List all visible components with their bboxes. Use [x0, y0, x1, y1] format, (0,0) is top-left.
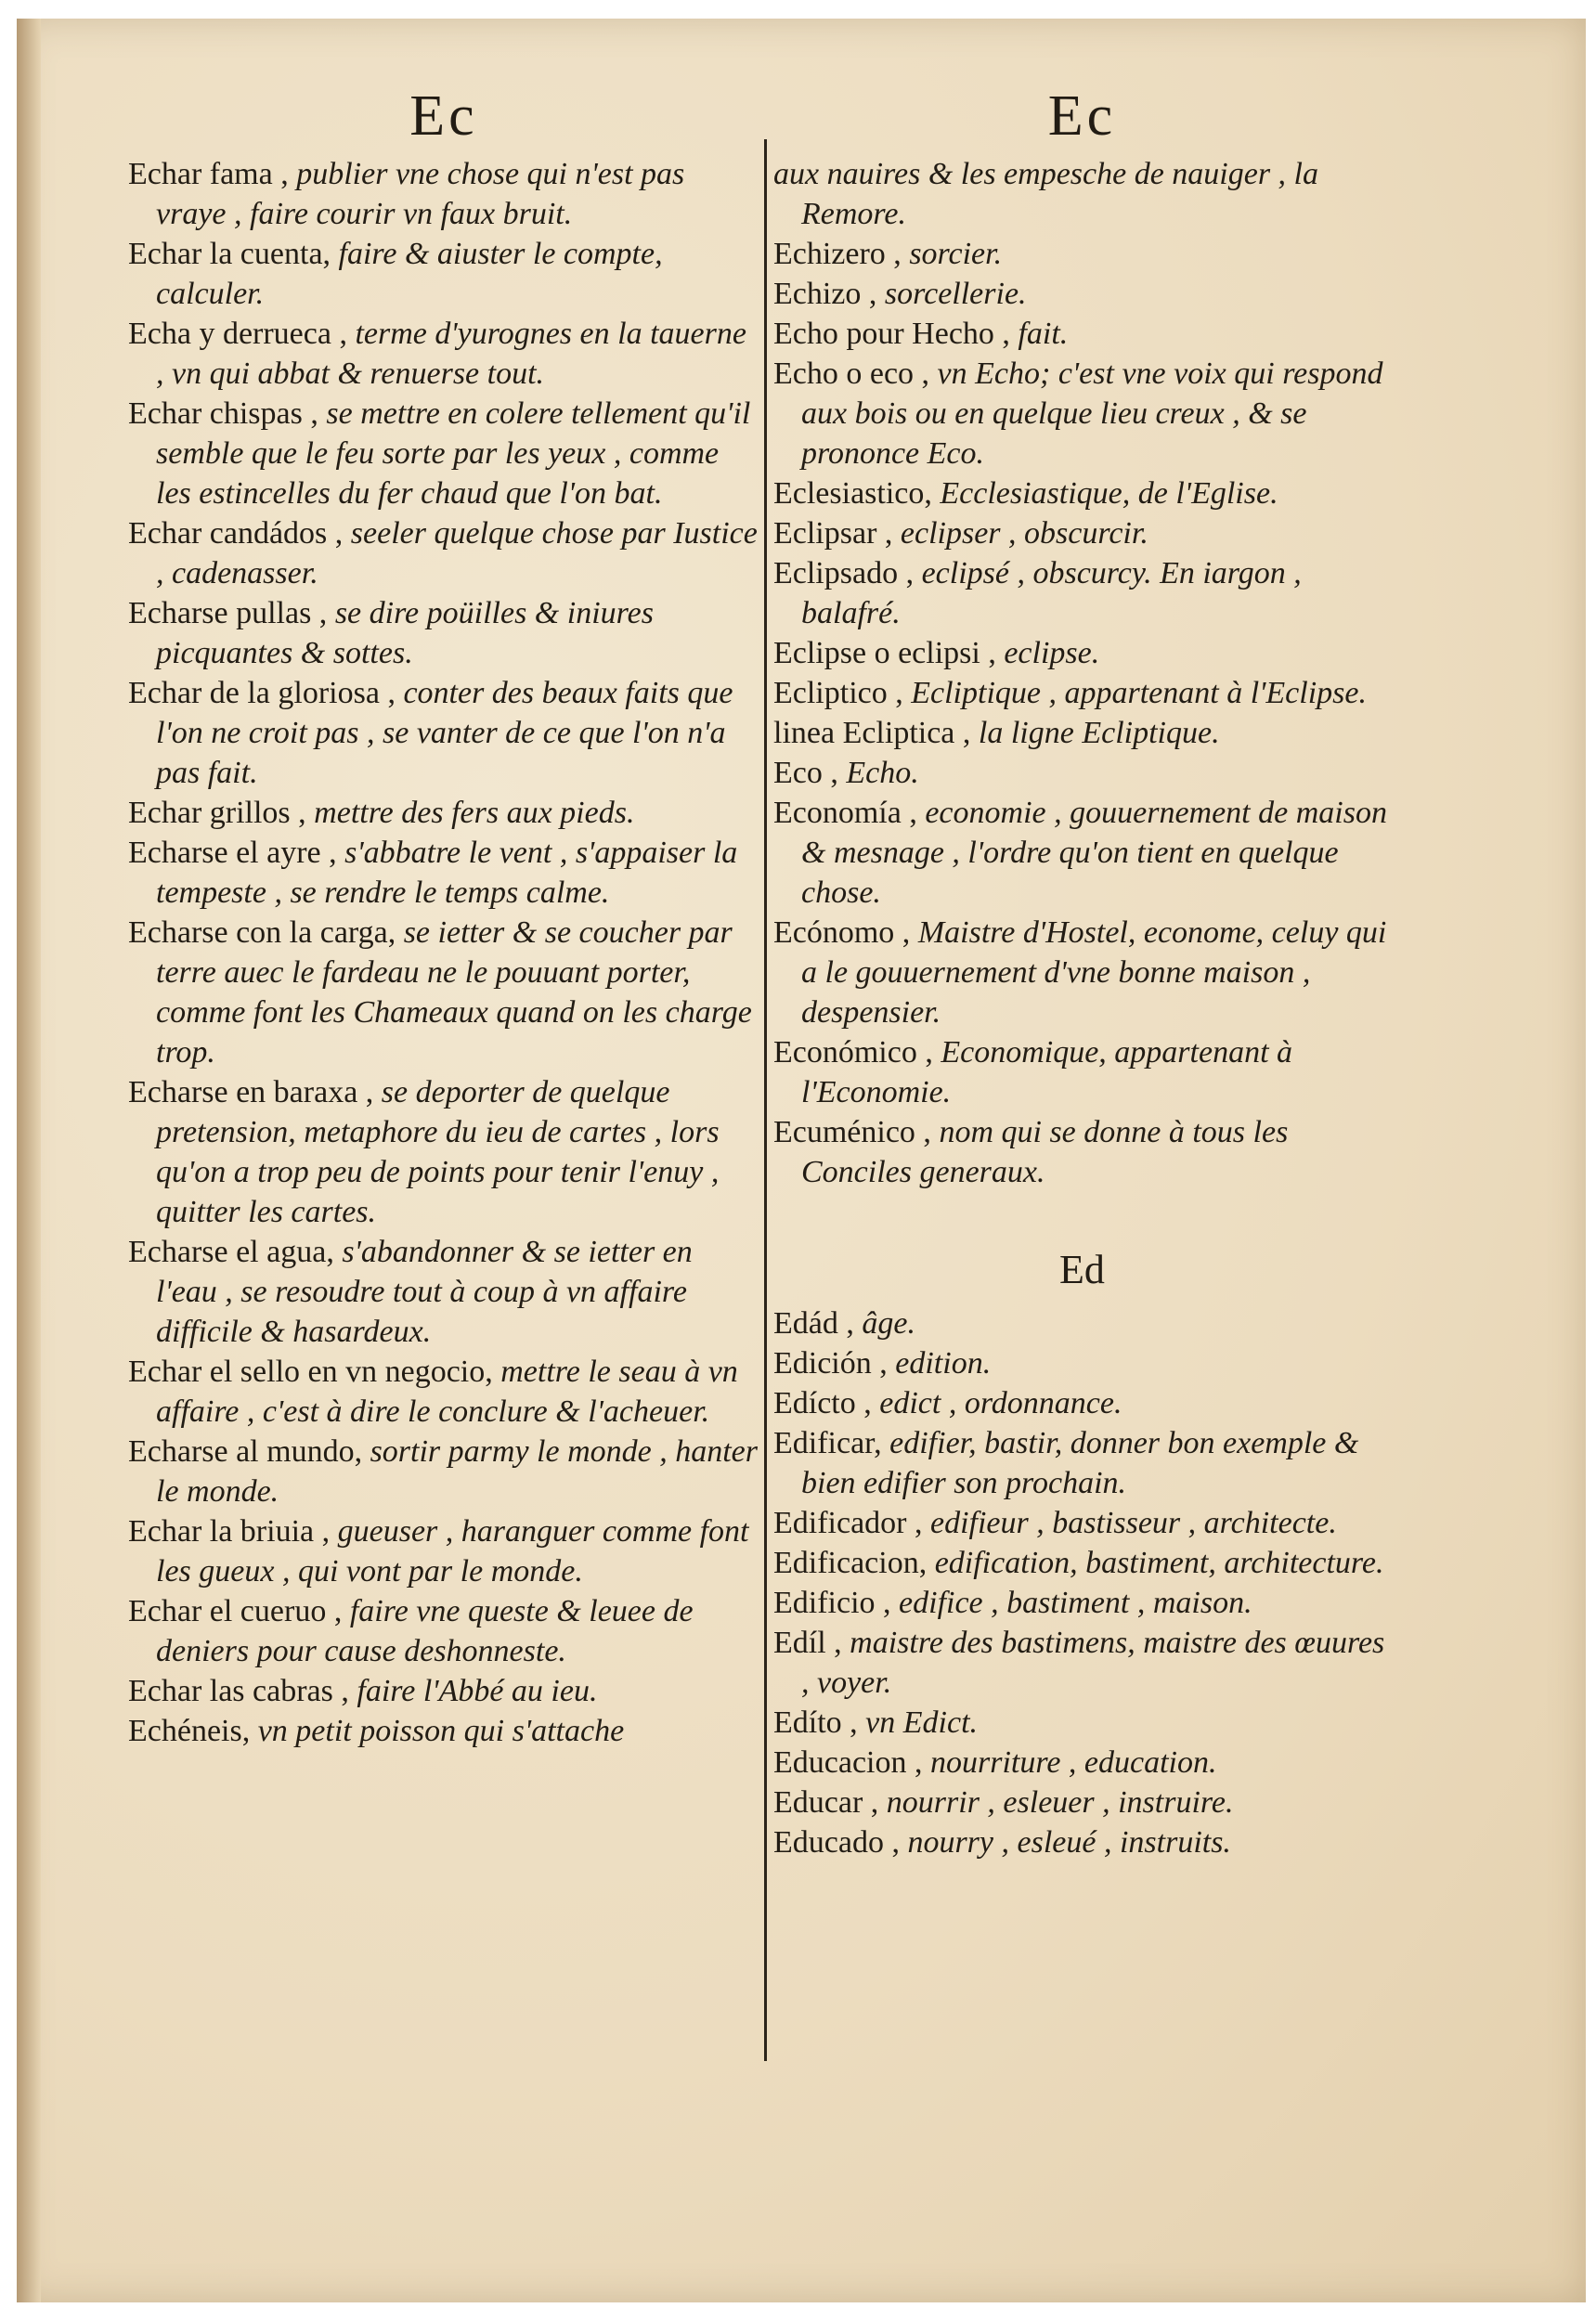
dictionary-entry: [128, 1232, 759, 1352]
entry-definition: gueuser , haranguer comme font les gueux , qui vont par le monde.: [156, 1514, 749, 1588]
entry-headword: Ecuménico ,: [773, 1115, 931, 1149]
entry-definition: edict , ordonnance.: [879, 1386, 1122, 1420]
entry-definition: edition.: [895, 1346, 992, 1381]
dictionary-entry: [773, 274, 1391, 314]
entry-headword: Echo o eco ,: [773, 357, 930, 391]
entry-headword: Echar la cuenta,: [128, 237, 331, 271]
entry-definition: Ecclesiastique, de l'Eglise.: [940, 476, 1278, 511]
entry-definition: s'abbatre le vent , s'appaiser la tempeste , se rendre le temps calme.: [156, 836, 738, 910]
right-entry-list: [773, 234, 1391, 1192]
entry-headword: Echar la briuia ,: [128, 1514, 331, 1549]
dictionary-entry: [128, 1591, 759, 1671]
dictionary-entry: [773, 633, 1391, 673]
binding-gutter: [17, 19, 41, 2302]
entry-definition: eclipser , obscurcir.: [900, 516, 1148, 551]
entry-headword: Ecónomo ,: [773, 915, 911, 950]
dictionary-entry: [128, 1671, 759, 1711]
dictionary-entry: [128, 913, 759, 1072]
entry-headword: Edíto ,: [773, 1705, 858, 1740]
entry-headword: Echar el cueruo ,: [128, 1594, 343, 1628]
entry-headword: Edificacion,: [773, 1546, 928, 1580]
entry-definition: faire & aiuster le compte, calculer.: [156, 237, 663, 311]
dictionary-entry: [128, 314, 759, 394]
entry-definition: maistre des bastimens, maistre des œuures , voyer.: [801, 1626, 1385, 1700]
entry-headword: Eco ,: [773, 756, 838, 790]
entry-headword: Edificador ,: [773, 1506, 923, 1540]
entry-definition: fait.: [1018, 317, 1069, 351]
entry-headword: Echar candádos ,: [128, 516, 344, 551]
left-column: [128, 84, 759, 1751]
entry-definition: edification, bastiment, architecture.: [934, 1546, 1384, 1580]
left-entry-list: [128, 154, 759, 1751]
entry-definition: se deporter de quelque pretension, metaphore du ieu de cartes , lors qu'on a trop peu de points pour tenir l'enuy , quitter les cartes.: [156, 1075, 720, 1229]
dictionary-entry: [128, 154, 759, 234]
dictionary-entry: [773, 913, 1391, 1032]
entry-definition: economie , gouuernement de maison & mesnage , l'ordre qu'on tient en quelque chose.: [801, 796, 1387, 910]
dictionary-entry: [773, 1383, 1391, 1423]
dictionary-entry: [773, 753, 1391, 793]
dictionary-entry: [773, 793, 1391, 913]
dictionary-entry: [128, 833, 759, 913]
dictionary-entry: [128, 394, 759, 513]
dictionary-entry: [773, 1112, 1391, 1192]
dictionary-entry: [773, 513, 1391, 553]
dictionary-entry: [128, 793, 759, 833]
entry-definition: s'abandonner & se ietter en l'eau , se resoudre tout à coup à vn affaire difficile & hasardeux.: [156, 1235, 693, 1349]
entry-headword: Edíl ,: [773, 1626, 842, 1660]
entry-headword: Echar las cabras ,: [128, 1674, 349, 1708]
dictionary-entry: [773, 314, 1391, 354]
entry-headword: Economía ,: [773, 796, 917, 830]
dictionary-entry: [773, 1623, 1391, 1703]
entry-definition: âge.: [862, 1306, 915, 1341]
entry-headword: Echarse al mundo,: [128, 1434, 363, 1469]
entry-headword: Educacion ,: [773, 1745, 923, 1780]
entry-headword: Echarse el ayre ,: [128, 836, 337, 870]
entry-headword: Eclesiastico,: [773, 476, 932, 511]
entry-definition: se ietter & se coucher par terre auec le fardeau ne le pouuant porter, comme font les Chameaux quand on les charge trop.: [156, 915, 752, 1070]
entry-headword: Echarse pullas ,: [128, 596, 328, 630]
entry-definition: sortir parmy le monde , hanter le monde.: [156, 1434, 758, 1509]
entry-headword: Económico ,: [773, 1035, 933, 1070]
dictionary-entry: [128, 593, 759, 673]
entry-definition: la ligne Ecliptique.: [978, 716, 1220, 750]
entry-headword: Eclipse o eclipsi ,: [773, 636, 996, 670]
entry-definition: edifier, bastir, donner bon exemple & bien edifier son prochain.: [801, 1426, 1359, 1500]
dictionary-entry: [773, 473, 1391, 513]
dictionary-entry: [773, 1743, 1391, 1783]
entry-headword: Edícto ,: [773, 1386, 872, 1420]
entry-definition: conter des beaux faits que l'on ne croit pas , se vanter de ce que l'on n'a pas fait.: [156, 676, 733, 790]
entry-definition: Economique, appartenant à l'Economie.: [801, 1035, 1293, 1109]
entry-headword: Educado ,: [773, 1825, 900, 1860]
entry-headword: Echar chispas ,: [128, 396, 318, 431]
dictionary-entry: [128, 234, 759, 314]
dictionary-entry: [773, 1503, 1391, 1543]
entry-headword: Echarse en baraxa ,: [128, 1075, 374, 1109]
dictionary-entry: [128, 1352, 759, 1432]
entry-headword: Edición ,: [773, 1346, 888, 1381]
dictionary-entry: [773, 1343, 1391, 1383]
dictionary-entry: [773, 1543, 1391, 1583]
entry-definition: eclipsé , obscurcy. En iargon , balafré.: [801, 556, 1302, 630]
right-running-head: Ec: [1047, 84, 1117, 148]
dictionary-entry: [773, 1032, 1391, 1112]
entry-headword: Echizo ,: [773, 277, 877, 311]
entry-headword: Echar de la gloriosa ,: [128, 676, 396, 710]
dictionary-entry: [773, 234, 1391, 274]
entry-definition: se mettre en colere tellement qu'il semble que le feu sorte par les yeux , comme les estincelles du fer chaud que l'on bat.: [156, 396, 751, 511]
entry-headword: Echar el sello en vn negocio,: [128, 1355, 493, 1389]
dictionary-entry: [128, 1711, 759, 1751]
right-column: [773, 84, 1391, 1862]
entry-definition: nourrir , esleuer , instruire.: [886, 1785, 1234, 1820]
entry-definition: nom qui se donne à tous les Conciles generaux.: [801, 1115, 1289, 1189]
entry-definition: nourriture , education.: [930, 1745, 1217, 1780]
entry-headword: Ecliptico ,: [773, 676, 903, 710]
dictionary-entry: [128, 1072, 759, 1232]
dictionary-entry: [773, 354, 1391, 473]
entry-definition: Echo.: [846, 756, 919, 790]
entry-definition: sorcellerie.: [884, 277, 1027, 311]
entry-headword: Echarse con la carga,: [128, 915, 396, 950]
entry-definition: nourry , esleué , instruits.: [907, 1825, 1231, 1860]
entry-definition: Maistre d'Hostel, econome, celuy qui a le gouuernement d'vne bonne maison , despensier.: [801, 915, 1387, 1030]
dictionary-entry: [773, 1822, 1391, 1862]
dictionary-entry: [128, 673, 759, 793]
dictionary-entry: [773, 1583, 1391, 1623]
section-heading-ed: Ed: [1059, 1247, 1105, 1292]
entry-definition: seeler quelque chose par Iustice , cadenasser.: [156, 516, 758, 590]
entry-definition: edifieur , bastisseur , architecte.: [930, 1506, 1337, 1540]
book-page: [17, 19, 1586, 2302]
entry-definition: faire vne queste & leuee de deniers pour cause deshonneste.: [156, 1594, 694, 1668]
entry-definition: eclipse.: [1004, 636, 1100, 670]
entry-definition: publier vne chose qui n'est pas vraye , faire courir vn faux bruit.: [156, 157, 685, 231]
entry-headword: Echo pour Hecho ,: [773, 317, 1010, 351]
dictionary-entry: [128, 513, 759, 593]
entry-definition: faire l'Abbé au ieu.: [357, 1674, 598, 1708]
entry-definition: vn petit poisson qui s'attache: [257, 1714, 625, 1748]
entry-definition: Ecliptique , appartenant à l'Eclipse.: [911, 676, 1367, 710]
entry-headword: Echa y derrueca ,: [128, 317, 347, 351]
entry-headword: Echar fama ,: [128, 157, 289, 191]
dictionary-entry: [773, 1303, 1391, 1343]
entry-headword: Edificio ,: [773, 1586, 891, 1620]
dictionary-entry: [773, 553, 1391, 633]
entry-headword: Echéneis,: [128, 1714, 251, 1748]
entry-headword: Echarse el agua,: [128, 1235, 334, 1269]
entry-definition: terme d'yurognes en la tauerne , vn qui abbat & renuerse tout.: [156, 317, 746, 391]
entry-definition: mettre le seau à vn affaire , c'est à dire le conclure & l'acheuer.: [156, 1355, 738, 1429]
entry-headword: Educar ,: [773, 1785, 879, 1820]
continuation-text: aux nauires & les empesche de nauiger , la Remore.: [773, 157, 1318, 231]
entry-headword: linea Ecliptica ,: [773, 716, 971, 750]
entry-definition: vn Echo; c'est vne voix qui respond aux bois ou en quelque lieu creux , & se prononce Eco.: [801, 357, 1383, 471]
entry-definition: sorcier.: [909, 237, 1003, 271]
entry-headword: Eclipsar ,: [773, 516, 893, 551]
entry-headword: Echar grillos ,: [128, 796, 306, 830]
entry-definition: edifice , bastiment , maison.: [899, 1586, 1252, 1620]
left-running-head: Ec: [409, 84, 478, 148]
dictionary-entry: [773, 713, 1391, 753]
entry-headword: Echizero ,: [773, 237, 902, 271]
dictionary-entry: [773, 1423, 1391, 1503]
entry-headword: Eclipsado ,: [773, 556, 915, 590]
entry-definition: mettre des fers aux pieds.: [314, 796, 635, 830]
entry-definition: se dire poüilles & iniures picquantes & sottes.: [156, 596, 654, 670]
dictionary-entry: [773, 1703, 1391, 1743]
dictionary-entry: [128, 1511, 759, 1591]
dictionary-entry: [773, 673, 1391, 713]
entry-definition: vn Edict.: [865, 1705, 979, 1740]
continuation-entry: [773, 154, 1391, 234]
dictionary-entry: [773, 1783, 1391, 1822]
column-rule: [764, 139, 767, 2061]
entry-headword: Edád ,: [773, 1306, 854, 1341]
dictionary-entry: [128, 1432, 759, 1511]
entry-headword: Edificar,: [773, 1426, 882, 1460]
right-entry-list-ed: [773, 1303, 1391, 1862]
